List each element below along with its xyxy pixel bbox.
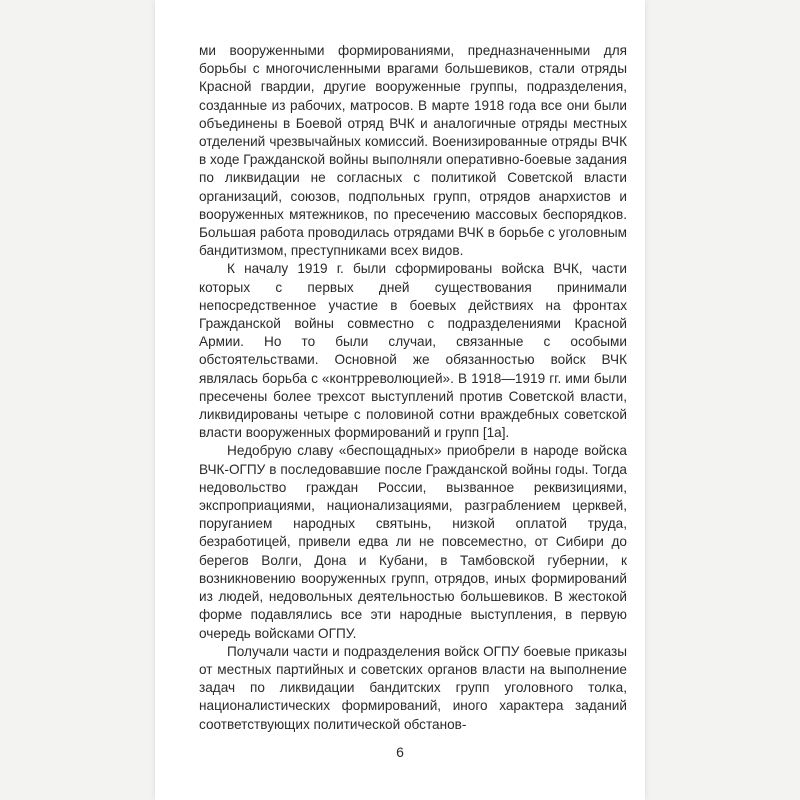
page-text bbox=[199, 42, 627, 734]
paragraph-2: К началу 1919 г. были сформированы войска ВЧК, части которых с первых дней существования принимали непосредственное участие в боевых действиях на фронтах Гражданской войны совместно с подразделениями Красной Армии. Но то были случаи, связанные с особыми обстоятельствами. Основной же обязанностью войск ВЧК являлась борьба с «контрреволюцией». В 1918—1919 гг. ими были пресечены более трехсот выступлений против Советской власти, ликвидированы четыре с половиной сотни враждебных советской власти вооруженных формирований и групп [1а]. bbox=[199, 261, 627, 441]
page-number: 6 bbox=[396, 744, 404, 760]
paragraph-1: ми вооруженными формированиями, предназначенными для борьбы с многочисленными врагами большевиков, стали отряды Красной гвардии, другие вооруженные группы, подразделения, созданные из рабочих, матросов. В марте 1918 года все они были объединены в Боевой отряд ВЧК и аналогичные отряды местных отделений чрезвычайных комиссий. Военизированные отряды ВЧК в ходе Гражданской войны выполняли оперативно-боевые задания по ликвидации не согласных с политикой Советской власти организаций, союзов, подпольных групп, отрядов анархистов и вооруженных мятежников, по пресечению массовых беспорядков. Большая работа проводилась отрядами ВЧК в борьбе с уголовным бандитизмом, преступниками всех видов. bbox=[199, 43, 627, 259]
paragraph-3: Недобрую славу «беспощадных» приобрели в народе войска ВЧК-ОГПУ в последовавшие после Гражданской войны годы. Тогда недовольство граждан России, вызванное реквизициями, экспроприациями, национализациями, разграблением церквей, поруганием народных святынь, низкой оплатой труда, безработицей, привели едва ли не повсеместно, от Сибири до берегов Волги, Дона и Кубани, в Тамбовской губернии, к возникновению вооруженных групп, отрядов, иных формирований из людей, недовольных деятельностью большевиков. В жестокой форме подавлялись все эти народные выступления, в первую очередь войсками ОГПУ. bbox=[199, 443, 627, 641]
book-page bbox=[155, 0, 645, 800]
paragraph-4: Получали части и подразделения войск ОГПУ боевые приказы от местных партийных и советских органов власти на выполнение задач по ликвидации бандитских групп уголовного толка, националистических формирований, иного характера заданий соответствующих политической обстанов- bbox=[199, 643, 627, 732]
